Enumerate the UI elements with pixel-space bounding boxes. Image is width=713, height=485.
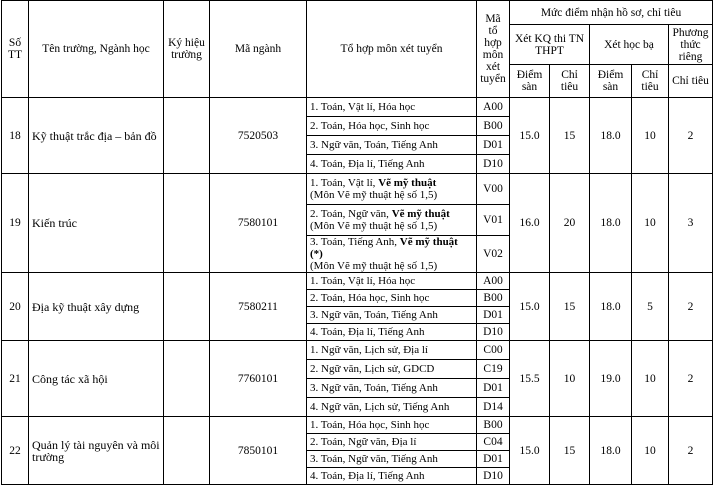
combination-code: D10 (477, 324, 510, 341)
major-code: 7520503 (210, 98, 307, 174)
thpt-min-score: 15.0 (510, 98, 550, 174)
header-combinations: Tổ hợp môn xét tuyển (307, 1, 477, 98)
combination-code: A00 (477, 273, 510, 290)
thpt-min-score: 16.0 (510, 174, 550, 273)
row-number: 19 (2, 174, 29, 273)
transcript-quota: 10 (632, 417, 669, 485)
combination: 3. Ngữ văn, Toán, Tiếng Anh (307, 379, 477, 398)
own-method-quota: 2 (669, 417, 713, 485)
combination: 4. Ngữ văn, Lịch sử, Tiếng Anh (307, 398, 477, 417)
transcript-quota: 5 (632, 273, 669, 341)
combination-drawing-subject: Vẽ mỹ thuật (*) (310, 236, 458, 260)
thpt-min-score: 15.0 (510, 273, 550, 341)
row-number: 18 (2, 98, 29, 174)
transcript-min-score: 19.0 (590, 341, 632, 417)
school-code-cell (164, 341, 210, 417)
combination-drawing-subject: Vẽ mỹ thuật (391, 208, 450, 220)
combination-line (310, 208, 473, 220)
combination (307, 205, 477, 236)
combination-code: B00 (477, 117, 510, 136)
combination: 3. Ngữ văn, Toán, Tiếng Anh (307, 136, 477, 155)
header-quota-transcript: Chỉ tiêu (632, 65, 669, 98)
transcript-min-score: 18.0 (590, 174, 632, 273)
own-method-quota: 3 (669, 174, 713, 273)
header-school-major: Tên trường, Ngành học (29, 1, 164, 98)
thpt-quota: 15 (550, 417, 590, 485)
row-number: 20 (2, 273, 29, 341)
combination: 2. Toán, Ngữ văn, Địa lí (307, 434, 477, 451)
combination-note: (Môn Vẽ mỹ thuật hệ số 1,5) (310, 220, 438, 232)
admissions-table (1, 0, 713, 485)
combination: 3. Toán, Ngữ văn, Tiếng Anh (307, 451, 477, 468)
header-transcript: Xét học bạ (590, 25, 669, 65)
major-name: Quản lý tài nguyên và môi trường (29, 417, 164, 485)
combination: 2. Ngữ văn, Lịch sử, GDCD (307, 360, 477, 379)
combination: 1. Ngữ văn, Lịch sử, Địa lí (307, 341, 477, 360)
major-code: 7760101 (210, 341, 307, 417)
combination-line (310, 236, 473, 260)
thpt-quota: 15 (550, 273, 590, 341)
combination: 1. Toán, Vật lí, Hóa học (307, 98, 477, 117)
transcript-quota: 10 (632, 98, 669, 174)
combination-code: A00 (477, 98, 510, 117)
combination-note: (Môn Vẽ mỹ thuật hệ số 1,5) (310, 189, 438, 201)
header-min-score: Điểm sàn (510, 65, 550, 98)
school-code-cell (164, 98, 210, 174)
thpt-quota: 15 (550, 98, 590, 174)
row-number: 22 (2, 417, 29, 485)
combination (307, 174, 477, 205)
own-method-quota: 2 (669, 273, 713, 341)
header-combo-code: Mã tổ hợp môn xét tuyển (477, 1, 510, 98)
major-code: 7850101 (210, 417, 307, 485)
combination-code: V01 (477, 205, 510, 236)
combination-code: C04 (477, 434, 510, 451)
header-quota-own: Chỉ tiêu (669, 65, 713, 98)
header-stt: Số TT (2, 1, 29, 98)
combination (307, 236, 477, 273)
combination-code: V02 (477, 236, 510, 273)
school-code-cell (164, 273, 210, 341)
header-quota: Chỉ tiêu (550, 65, 590, 98)
table-body (2, 98, 713, 485)
combination-code: D01 (477, 136, 510, 155)
combination: 2. Toán, Hóa học, Sinh học (307, 117, 477, 136)
header-thpt: Xét KQ thi TN THPT (510, 25, 590, 65)
table-row (2, 174, 713, 205)
table-row (2, 417, 713, 434)
combination-code: V00 (477, 174, 510, 205)
own-method-quota: 2 (669, 98, 713, 174)
transcript-quota: 10 (632, 341, 669, 417)
combination-subjects: 2. Toán, Ngữ văn, (310, 208, 392, 220)
combination: 4. Toán, Địa lí, Tiếng Anh (307, 468, 477, 485)
combination-line (310, 177, 473, 189)
thpt-min-score: 15.5 (510, 341, 550, 417)
combination-code: C00 (477, 341, 510, 360)
row-number: 21 (2, 341, 29, 417)
own-method-quota: 2 (669, 341, 713, 417)
header-criteria: Mức điểm nhận hồ sơ, chỉ tiêu (510, 1, 713, 25)
combination: 3. Ngữ văn, Toán, Tiếng Anh (307, 307, 477, 324)
major-name: Địa kỹ thuật xây dựng (29, 273, 164, 341)
header-major-code: Mã ngành (210, 1, 307, 98)
combination-code: D01 (477, 451, 510, 468)
thpt-quota: 20 (550, 174, 590, 273)
school-code-cell (164, 174, 210, 273)
combination-code: B00 (477, 417, 510, 434)
combination-subjects: 1. Toán, Vật lí, (310, 177, 379, 189)
transcript-min-score: 18.0 (590, 98, 632, 174)
combination-code: D01 (477, 379, 510, 398)
header-own-method: Phương thức riêng (669, 25, 713, 65)
table-row (2, 98, 713, 117)
combination: 2. Toán, Hóa học, Sinh học (307, 290, 477, 307)
combination-code: D10 (477, 155, 510, 174)
combination-code: D10 (477, 468, 510, 485)
combination: 4. Toán, Địa lí, Tiếng Anh (307, 155, 477, 174)
thpt-quota: 10 (550, 341, 590, 417)
major-name: Kỹ thuật trắc địa – bản đồ (29, 98, 164, 174)
combination-note: (Môn Vẽ mỹ thuật hệ số 1,5) (310, 260, 438, 272)
combination-code: B00 (477, 290, 510, 307)
transcript-quota: 10 (632, 174, 669, 273)
major-code: 7580101 (210, 174, 307, 273)
table-row (2, 273, 713, 290)
combination-drawing-subject: Vẽ mỹ thuật (378, 177, 437, 189)
transcript-min-score: 18.0 (590, 273, 632, 341)
school-code-cell (164, 417, 210, 485)
transcript-min-score: 18.0 (590, 417, 632, 485)
combination: 1. Toán, Vật lí, Hóa học (307, 273, 477, 290)
thpt-min-score: 15.0 (510, 417, 550, 485)
combination: 4. Toán, Địa lí, Tiếng Anh (307, 324, 477, 341)
header-min-score-transcript: Điểm sàn (590, 65, 632, 98)
combination-code: C19 (477, 360, 510, 379)
table-row (2, 341, 713, 360)
combination-subjects: 3. Toán, Tiếng Anh, (310, 236, 400, 248)
combination-code: D14 (477, 398, 510, 417)
major-name: Công tác xã hội (29, 341, 164, 417)
combination-code: D01 (477, 307, 510, 324)
combination: 1. Toán, Hóa học, Sinh học (307, 417, 477, 434)
major-code: 7580211 (210, 273, 307, 341)
header-school-code: Ký hiệu trường (164, 1, 210, 98)
major-name: Kiến trúc (29, 174, 164, 273)
